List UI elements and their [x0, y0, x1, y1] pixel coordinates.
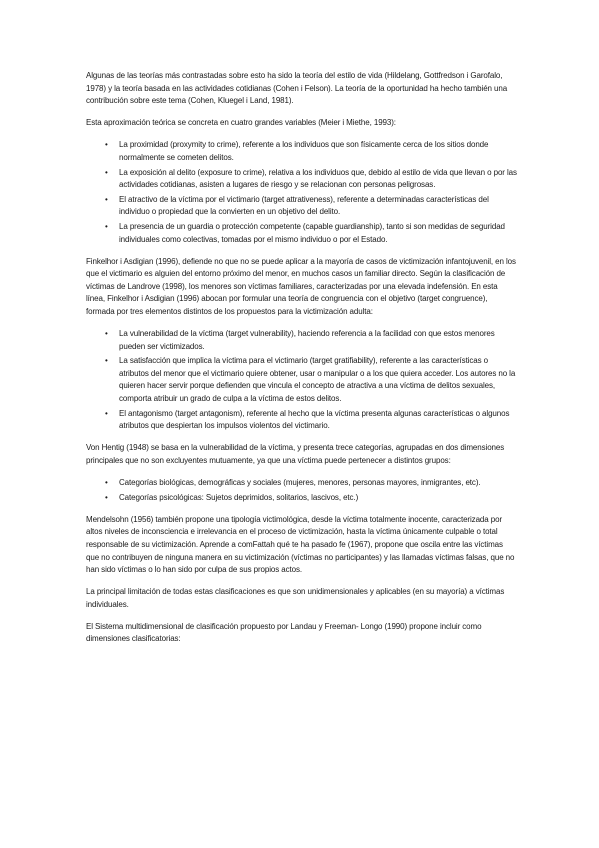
- list-item: [86, 477, 518, 490]
- bullet-icon: •: [105, 194, 108, 204]
- bullet-icon: •: [105, 167, 108, 177]
- paragraph-intro: Algunas de las teorías más contrastadas sobre esto ha sido la teoría del estilo de vida (Hildelang, Gottfredson i Garofalo, 1978) y la teoría basada en las actividades cotidianas (Cohen i Felson). La teoría de la oportunidad ha hecho también una contribución sobre este tema (Cohen, Kluegel i Land, 1981).: [86, 71, 508, 106]
- bullet-icon: •: [105, 478, 108, 488]
- list-item-text: Categorías biológicas, demográficas y sociales (mujeres, menores, personas mayores, inmigrantes, etc).: [119, 478, 481, 488]
- list-item-text: La presencia de un guardia o protección competente (capable guardianship), tanto si son medidas de seguridad individuales como colectivas, tomadas por el mismo individuo o por el Estado.: [119, 221, 505, 244]
- list-item: [86, 221, 518, 246]
- document-body: [86, 70, 518, 656]
- list-item-text: El atractivo de la víctima por el victimario (target attrativeness), referente a determinadas características del individuo o propiedad que la convierten en un objetivo del delito.: [119, 194, 489, 217]
- paragraph-landau: El Sistema multidimensional de clasificación propuesto por Landau y Freeman- Longo (1990) propone incluir como dimensiones clasificatorias:: [86, 621, 482, 644]
- list-item-text: Categorías psicológicas: Sujetos deprimidos, solitarios, lascivos, etc.): [119, 492, 359, 502]
- paragraph-finkelhor: Finkelhor i Asdigian (1996), defiende no que no se puede aplicar a la mayoría de casos de victimización infantojuvenil, en los que el victimario es alguien del entorno próximo del menor, en muchos casos un familiar directo. Según la clasificación de víctimas de Landrove (1998), los menores son víctimas familiares, caracterizadas por una elevada indefensión. En esta línea, Finkelhor i Asdigian (1996) abocan por formular una teoría de congruencia con el objetivo (target congruence), formada por tres elementos distintos de los propuestos para la victimización adulta:: [86, 256, 516, 316]
- bullet-icon: •: [105, 140, 108, 150]
- list-item-text: La proximidad (proxymity to crime), referente a los individuos que son físicamente cerca de los sitios donde normalmente se cometen delitos.: [119, 140, 489, 162]
- paragraph-variables-lead: Esta aproximación teórica se concreta en cuatro grandes variables (Meier i Miethe, 1993):: [86, 118, 396, 128]
- hentig-list: [86, 477, 518, 504]
- list-item: [86, 408, 518, 433]
- list-item: [86, 139, 518, 164]
- bullet-icon: •: [105, 356, 108, 366]
- list-item: [86, 355, 518, 405]
- paragraph-mendelsohn: Mendelsohn (1956) también propone una tipología victimológica, desde la víctima totalmente inocente, caracterizada por altos niveles de inconsciencia e irrelevancia en el proceso de victimización, hasta la víctima únicamente culpable o total responsable de su victimización. Aprende a comFattah qué te ha pasado fe (1967), propone que oscila entre las víctimas que no contribuyen de ninguna manera en su victimización (víctimas no participantes) y las llamadas víctimas falsas, que no han sido víctimas o lo han sido por culpa de sus propios actos.: [86, 514, 515, 575]
- list-item: [86, 328, 518, 353]
- bullet-icon: •: [105, 329, 108, 339]
- list-item: [86, 194, 518, 219]
- list-item-text: El antagonismo (target antagonism), referente al hecho que la víctima presenta algunas características o algunos atributos que despiertan los impulsos violentos del victimario.: [119, 408, 510, 431]
- list-item-text: La satisfacción que implica la víctima para el victimario (target gratifiability), referente a las características o atributos del menor que el victimario quiere obtener, usar o manipular o a los que quiera acceder. Los autores no la quieren hacer servir porque defienden que vincula el concepto de atractiva a una víctima de delitos sexuales, comporta atribuir un grado de culpa a la víctima de estos delitos.: [119, 356, 516, 404]
- list-item: [86, 492, 518, 505]
- bullet-icon: •: [105, 408, 108, 418]
- bullet-icon: •: [105, 492, 108, 502]
- list-item-text: La exposición al delito (exposure to crime), relativa a los individuos que, debido al estilo de vida que llevan o por las actividades cotidianas, asisten a lugares de riesgo y se relacionan con personas peligrosas.: [119, 167, 517, 190]
- list-item-text: La vulnerabilidad de la víctima (target vulnerability), haciendo referencia a la facilidad con que estos menores pueden ser victimizados.: [119, 329, 495, 351]
- bullet-icon: •: [105, 221, 108, 231]
- list-item: [86, 167, 518, 192]
- variables-list: [86, 139, 518, 246]
- congruence-list: [86, 328, 518, 433]
- paragraph-von-hentig: Von Hentig (1948) se basa en la vulnerabilidad de la víctima, y presenta trece categorías, agrupadas en dos dimensiones principales que no son excluyentes mutuamente, ya que una víctima puede pertenecer a distintos grupos:: [86, 443, 505, 465]
- paragraph-limitation: La principal limitación de todas estas clasificaciones es que son unidimensionales y aplicables (en su mayoría) a víctimas individuales.: [86, 587, 505, 609]
